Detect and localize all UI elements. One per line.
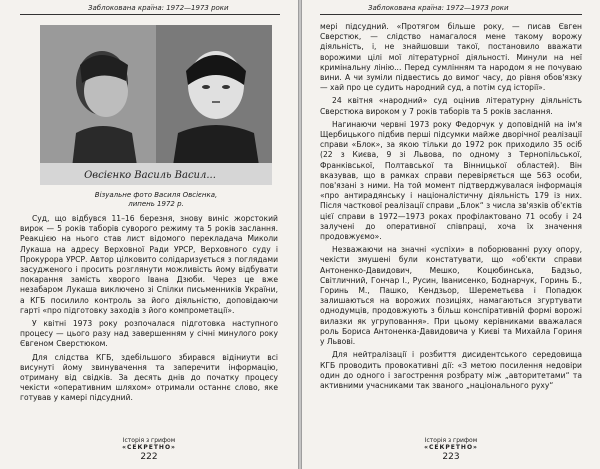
right-footer	[302, 437, 600, 451]
right-paragraph: Незважаючи на значні «успіхи» в поборюванні руху опору, чекісти змушені були констатувати, що «об'єкти справи Антоненко-Давидович, Мешко, Коцюбинська, Бадзьо, Світличний, Гончар І., Русин, Іванисенко, Боднарчук, Горинь Б., Горинь М., Пашко, Кендзьор, Шереметьєва і Попадюк залишаються на ворожих позиціях, намагаються згуртувати однодумців, продовжують з більш конспіративній формі ворожі вилазки як угруповання». При цьому керівниками вважалася роль Бориса Антоненка-Давидовича у Києві та Михайла Гориня у Львові.	[320, 245, 582, 347]
right-paragraph: мері підсудний. «Протягом більше року, — писав Євген Сверстюк, — слідство намагалося мене такому ворожу діяльність, і, не знайшовши такої, постановило вважати ворожими цілі мої літературної діяльності. Минули на неї кримінальну лінію... Перед сумлінням та народом я не почуваю вини. А чи зуміли підвестись до вимог часу, до рівня обов'язку — хай про це судить народний суд, а потім суд історії».	[320, 22, 582, 93]
mugshot-image	[40, 25, 272, 185]
left-page-number: 222	[140, 452, 158, 462]
left-header-rule	[20, 14, 280, 15]
right-body-text	[320, 22, 582, 391]
right-paragraph: Для нейтралізації і розбиття дисидентського середовища КГБ проводить провокативні дії: «З метою посилення недовіри один до одного і загострення розбрату між „авторитетами“ та активними учасниками так званого „національного руху“	[320, 350, 582, 390]
left-running-header: Заблокована країна: 1972—1973 роки	[88, 4, 229, 12]
caption-line-1: Візуальне фото Василя Овсієнка,	[94, 191, 218, 199]
photo-caption	[40, 191, 272, 209]
left-paragraph: Для слідства КГБ, здебільшого збирався відіниути всі висунуті йому звинувачення та заперечити інформацію, отриману від свідків. За десять днів до початку процесу чекісти «оперативним шляхом» отримали останнє слово, яке готував у камері підсудний.	[20, 352, 278, 403]
right-page-number: 223	[442, 452, 460, 462]
right-page	[302, 0, 600, 469]
left-footer	[0, 437, 298, 451]
mugshot-photo	[40, 25, 272, 185]
left-body-text	[20, 214, 278, 404]
left-page	[0, 0, 298, 469]
left-footer-line-1: Історія з грифом	[122, 437, 176, 444]
right-footer-brand: «СЕКРЕТНО»	[424, 444, 478, 451]
right-paragraph: Нагинаючи червні 1973 року Федорчук у доповідній на ім'я Щербицького підбив перші підсумки майже дворічної реалізації справи «Блок», за якою тільки до 1972 рок приходило 35 осіб (22 з Києва, 9 зі Львова, по одному з Тернопільської, Франківської, Полтавської та Вінницької областей). Він вказував, що в рамках справи перевіряється ще 563 особи, пов'язані з ними. На той момент підтверджувалася інформація «про антирадянську і націоналістичну діяльність 179 із них. Після часткової реалізації справи „Блок“ з числа зв'язків об'єктів цієї справи в 1972—1973 роках профілактовано 71 особу і 24 залучені до оперативної співпраці, хоча їх значення продовжуємо».	[320, 119, 583, 242]
right-running-header: Заблокована країна: 1972—1973 роки	[368, 4, 509, 12]
right-header-rule	[320, 14, 582, 15]
left-footer-brand: «СЕКРЕТНО»	[122, 444, 176, 451]
left-paragraph: У квітні 1973 року розпочалася підготовка наступного процесу — цього разу над завершенням у січні минулого року Євгеном Сверстюком.	[20, 319, 278, 349]
right-footer-line-1: Історія з грифом	[424, 437, 478, 444]
caption-line-2: липень 1972 р.	[128, 200, 184, 208]
left-paragraph: Суд, що відбувся 11–16 березня, знову виніс жорстокий вирок — 5 років таборів суворого режиму та 5 років заслання. Реакцією на нього став лист відомого перекладача Миколи Лукаша на адресу Верховної Ради УРСР, Верховного суду і Прокурора УРСР. Автор цілковито солідаризується з поглядами засудженого і просить розглянути можливість йому відбувати покарання замість хворого Івана Дзюби. Через це вже незабаром Лукаша виключено зі Спілки письменників України, а КГБ посилило контроль за його діяльністю, доповідаючи гарті «про підготовку заходів з його компрометації».	[20, 214, 278, 315]
photo-inscription: Овсієнко Василь Васил...	[84, 170, 216, 181]
right-paragraph: 24 квітня «народний» суд оцінив літературну діяльність Сверстюка вироком у 7 років таборів та 5 років заслання.	[320, 96, 582, 116]
